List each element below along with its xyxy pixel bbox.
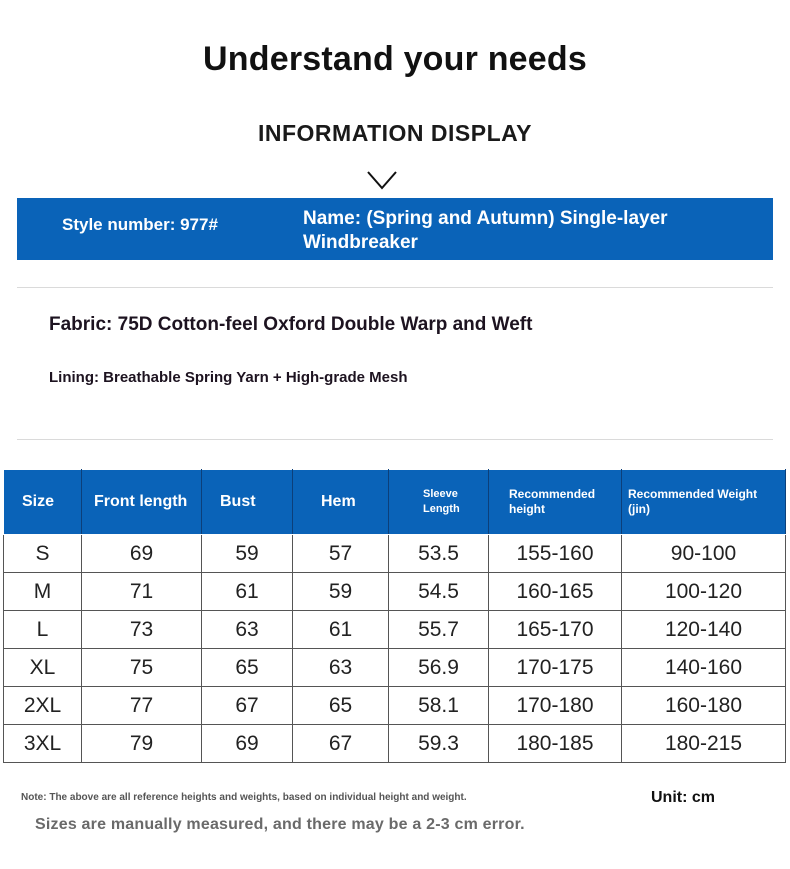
size-table xyxy=(3,469,786,763)
col-header-sleeve-length: Sleeve Length xyxy=(389,470,489,535)
table-cell: 73 xyxy=(82,611,202,649)
table-cell: 69 xyxy=(82,535,202,573)
col-header-front-length: Front length xyxy=(82,470,202,535)
unit-label: Unit: cm xyxy=(651,789,715,806)
table-cell: 65 xyxy=(202,649,293,687)
table-cell: 54.5 xyxy=(389,573,489,611)
table-cell: 120-140 xyxy=(622,611,786,649)
table-cell: 100-120 xyxy=(622,573,786,611)
table-cell: 59 xyxy=(202,535,293,573)
table-cell: 180-215 xyxy=(622,725,786,763)
table-cell: 58.1 xyxy=(389,687,489,725)
measurement-error-note: Sizes are manually measured, and there may be a 2-3 cm error. xyxy=(35,816,525,833)
table-cell: 56.9 xyxy=(389,649,489,687)
col-header-hem: Hem xyxy=(293,470,389,535)
table-row xyxy=(4,573,786,611)
table-cell: 63 xyxy=(202,611,293,649)
section-subtitle: INFORMATION DISPLAY xyxy=(257,120,532,146)
table-row xyxy=(4,535,786,573)
table-row xyxy=(4,687,786,725)
table-cell: M xyxy=(4,573,82,611)
divider xyxy=(17,439,773,440)
product-banner xyxy=(17,198,773,260)
table-cell: 170-175 xyxy=(489,649,622,687)
lining-info: Lining: Breathable Spring Yarn + High-grade Mesh xyxy=(49,369,408,386)
product-name: Name: (Spring and Autumn) Single-layer Windbreaker xyxy=(303,208,668,253)
table-cell: 53.5 xyxy=(389,535,489,573)
table-cell: 59.3 xyxy=(389,725,489,763)
table-cell: 65 xyxy=(293,687,389,725)
table-cell: 180-185 xyxy=(489,725,622,763)
table-cell: 55.7 xyxy=(389,611,489,649)
divider xyxy=(17,287,773,288)
table-cell: L xyxy=(4,611,82,649)
table-cell: 160-180 xyxy=(622,687,786,725)
table-cell: 170-180 xyxy=(489,687,622,725)
reference-note: Note: The above are all reference heights and weights, based on individual height and weight. xyxy=(21,792,467,803)
table-cell: 77 xyxy=(82,687,202,725)
table-cell: 160-165 xyxy=(489,573,622,611)
chevron-down-icon xyxy=(366,170,398,190)
table-cell: 61 xyxy=(293,611,389,649)
table-cell: 63 xyxy=(293,649,389,687)
table-cell: 75 xyxy=(82,649,202,687)
table-cell: 90-100 xyxy=(622,535,786,573)
col-header-bust: Bust xyxy=(202,470,293,535)
col-header-recommended-weight: Recommended Weight (jin) xyxy=(622,470,786,535)
table-cell: 67 xyxy=(202,687,293,725)
table-cell: 69 xyxy=(202,725,293,763)
table-cell: 165-170 xyxy=(489,611,622,649)
style-number: Style number: 977# xyxy=(62,215,218,234)
table-cell: 2XL xyxy=(4,687,82,725)
table-cell: 3XL xyxy=(4,725,82,763)
table-row xyxy=(4,725,786,763)
fabric-info: Fabric: 75D Cotton-feel Oxford Double Warp and Weft xyxy=(49,314,533,335)
table-cell: XL xyxy=(4,649,82,687)
page-title: Understand your needs xyxy=(203,40,587,78)
table-header-row xyxy=(4,470,786,535)
table-cell: 59 xyxy=(293,573,389,611)
table-cell: 61 xyxy=(202,573,293,611)
table-cell: 140-160 xyxy=(622,649,786,687)
col-header-recommended-height: Recommended height xyxy=(489,470,622,535)
table-cell: 71 xyxy=(82,573,202,611)
table-cell: 155-160 xyxy=(489,535,622,573)
col-header-size: Size xyxy=(4,470,82,535)
table-cell: 67 xyxy=(293,725,389,763)
table-row xyxy=(4,611,786,649)
table-cell: 57 xyxy=(293,535,389,573)
table-cell: 79 xyxy=(82,725,202,763)
table-cell: S xyxy=(4,535,82,573)
table-row xyxy=(4,649,786,687)
